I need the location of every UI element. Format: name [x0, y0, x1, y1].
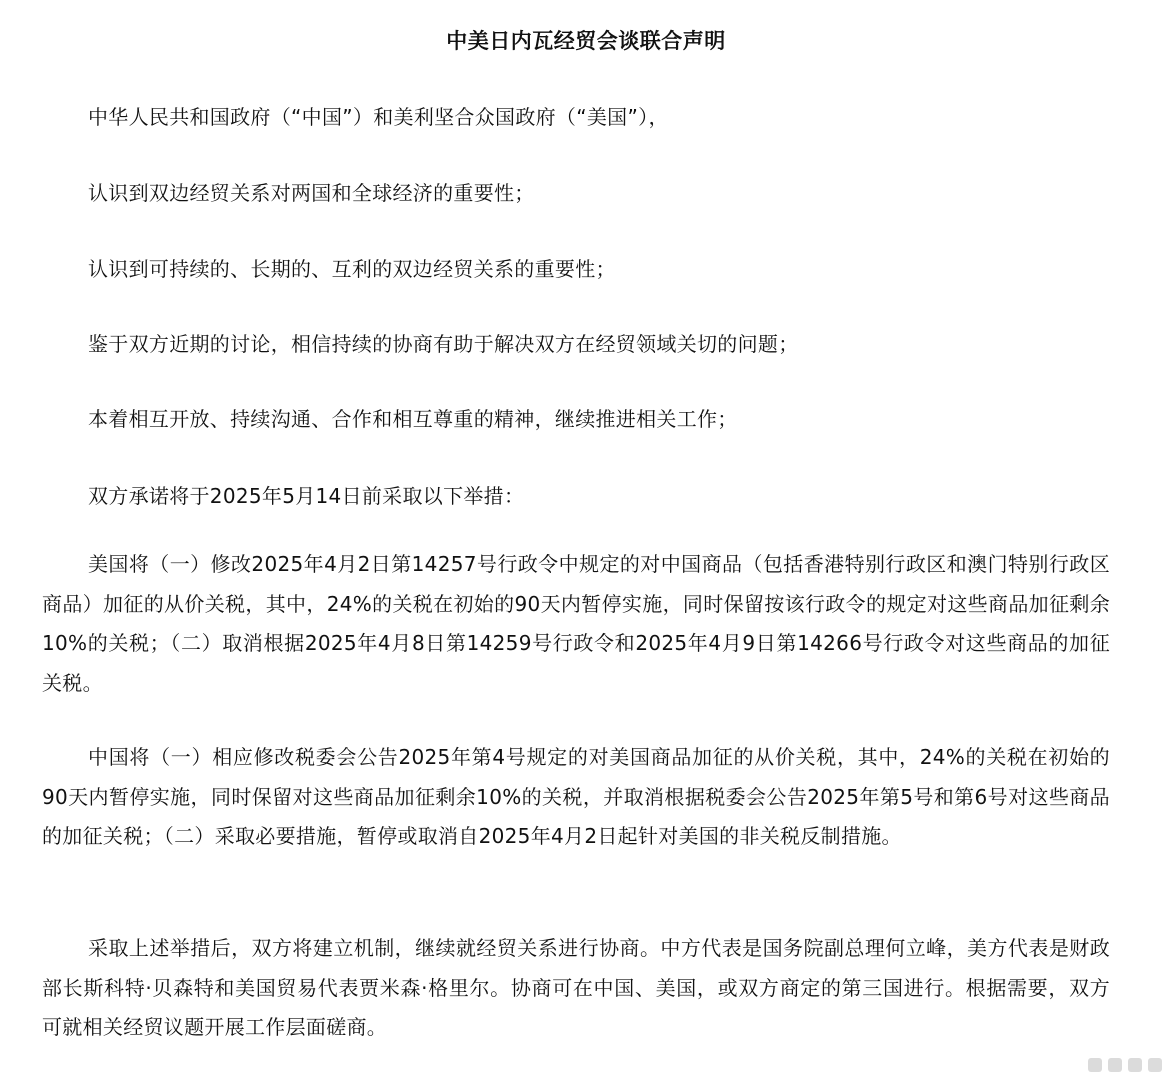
document-title: 中美日内瓦经贸会谈联合声明 [446, 29, 726, 53]
watermark [1088, 1058, 1162, 1072]
watermark-icon [1148, 1058, 1162, 1072]
watermark-icon [1088, 1058, 1102, 1072]
watermark-icon [1108, 1058, 1122, 1072]
mechanism-paragraph: 采取上述举措后，双方将建立机制，继续就经贸关系进行协商。中方代表是国务院副总理何立峰，美方代表是财政部长斯科特·贝森特和美国贸易代表贾米森·格里尔。协商可在中国、美国，或双方商定的第三国进行。根据需要，双方可就相关经贸议题开展工作层面磋商。 [42, 936, 1110, 1039]
watermark-icon [1128, 1058, 1142, 1072]
preamble-line: 双方承诺将于2025年5月14日前采取以下举措： [88, 484, 525, 508]
preamble-line: 认识到双边经贸关系对两国和全球经济的重要性； [88, 181, 535, 205]
preamble-line: 本着相互开放、持续沟通、合作和相互尊重的精神，继续推进相关工作； [88, 407, 738, 431]
preamble-line: 鉴于双方近期的讨论，相信持续的协商有助于解决双方在经贸领域关切的问题； [88, 332, 799, 356]
preamble-line: 认识到可持续的、长期的、互利的双边经贸关系的重要性； [88, 257, 616, 281]
preamble-line: 中华人民共和国政府（“中国”）和美利坚合众国政府（“美国”）， [88, 105, 669, 129]
us-measures-paragraph: 美国将（一）修改2025年4月2日第14257号行政令中规定的对中国商品（包括香港特别行政区和澳门特别行政区商品）加征的从价关税，其中，24%的关税在初始的90天内暂停实施，同时保留按该行政令的规定对这些商品加征剩余10%的关税；（二）取消根据2025年4月8日第14259号行政令和2025年4月9日第14266号行政令对这些商品的加征关税。 [42, 552, 1110, 695]
china-measures-paragraph: 中国将（一）相应修改税委会公告2025年第4号规定的对美国商品加征的从价关税，其中，24%的关税在初始的90天内暂停实施，同时保留对这些商品加征剩余10%的关税，并取消根据税委会公告2025年第5号和第6号对这些商品的加征关税；（二）采取必要措施，暂停或取消自2025年4月2日起针对美国的非关税反制措施。 [42, 745, 1110, 848]
